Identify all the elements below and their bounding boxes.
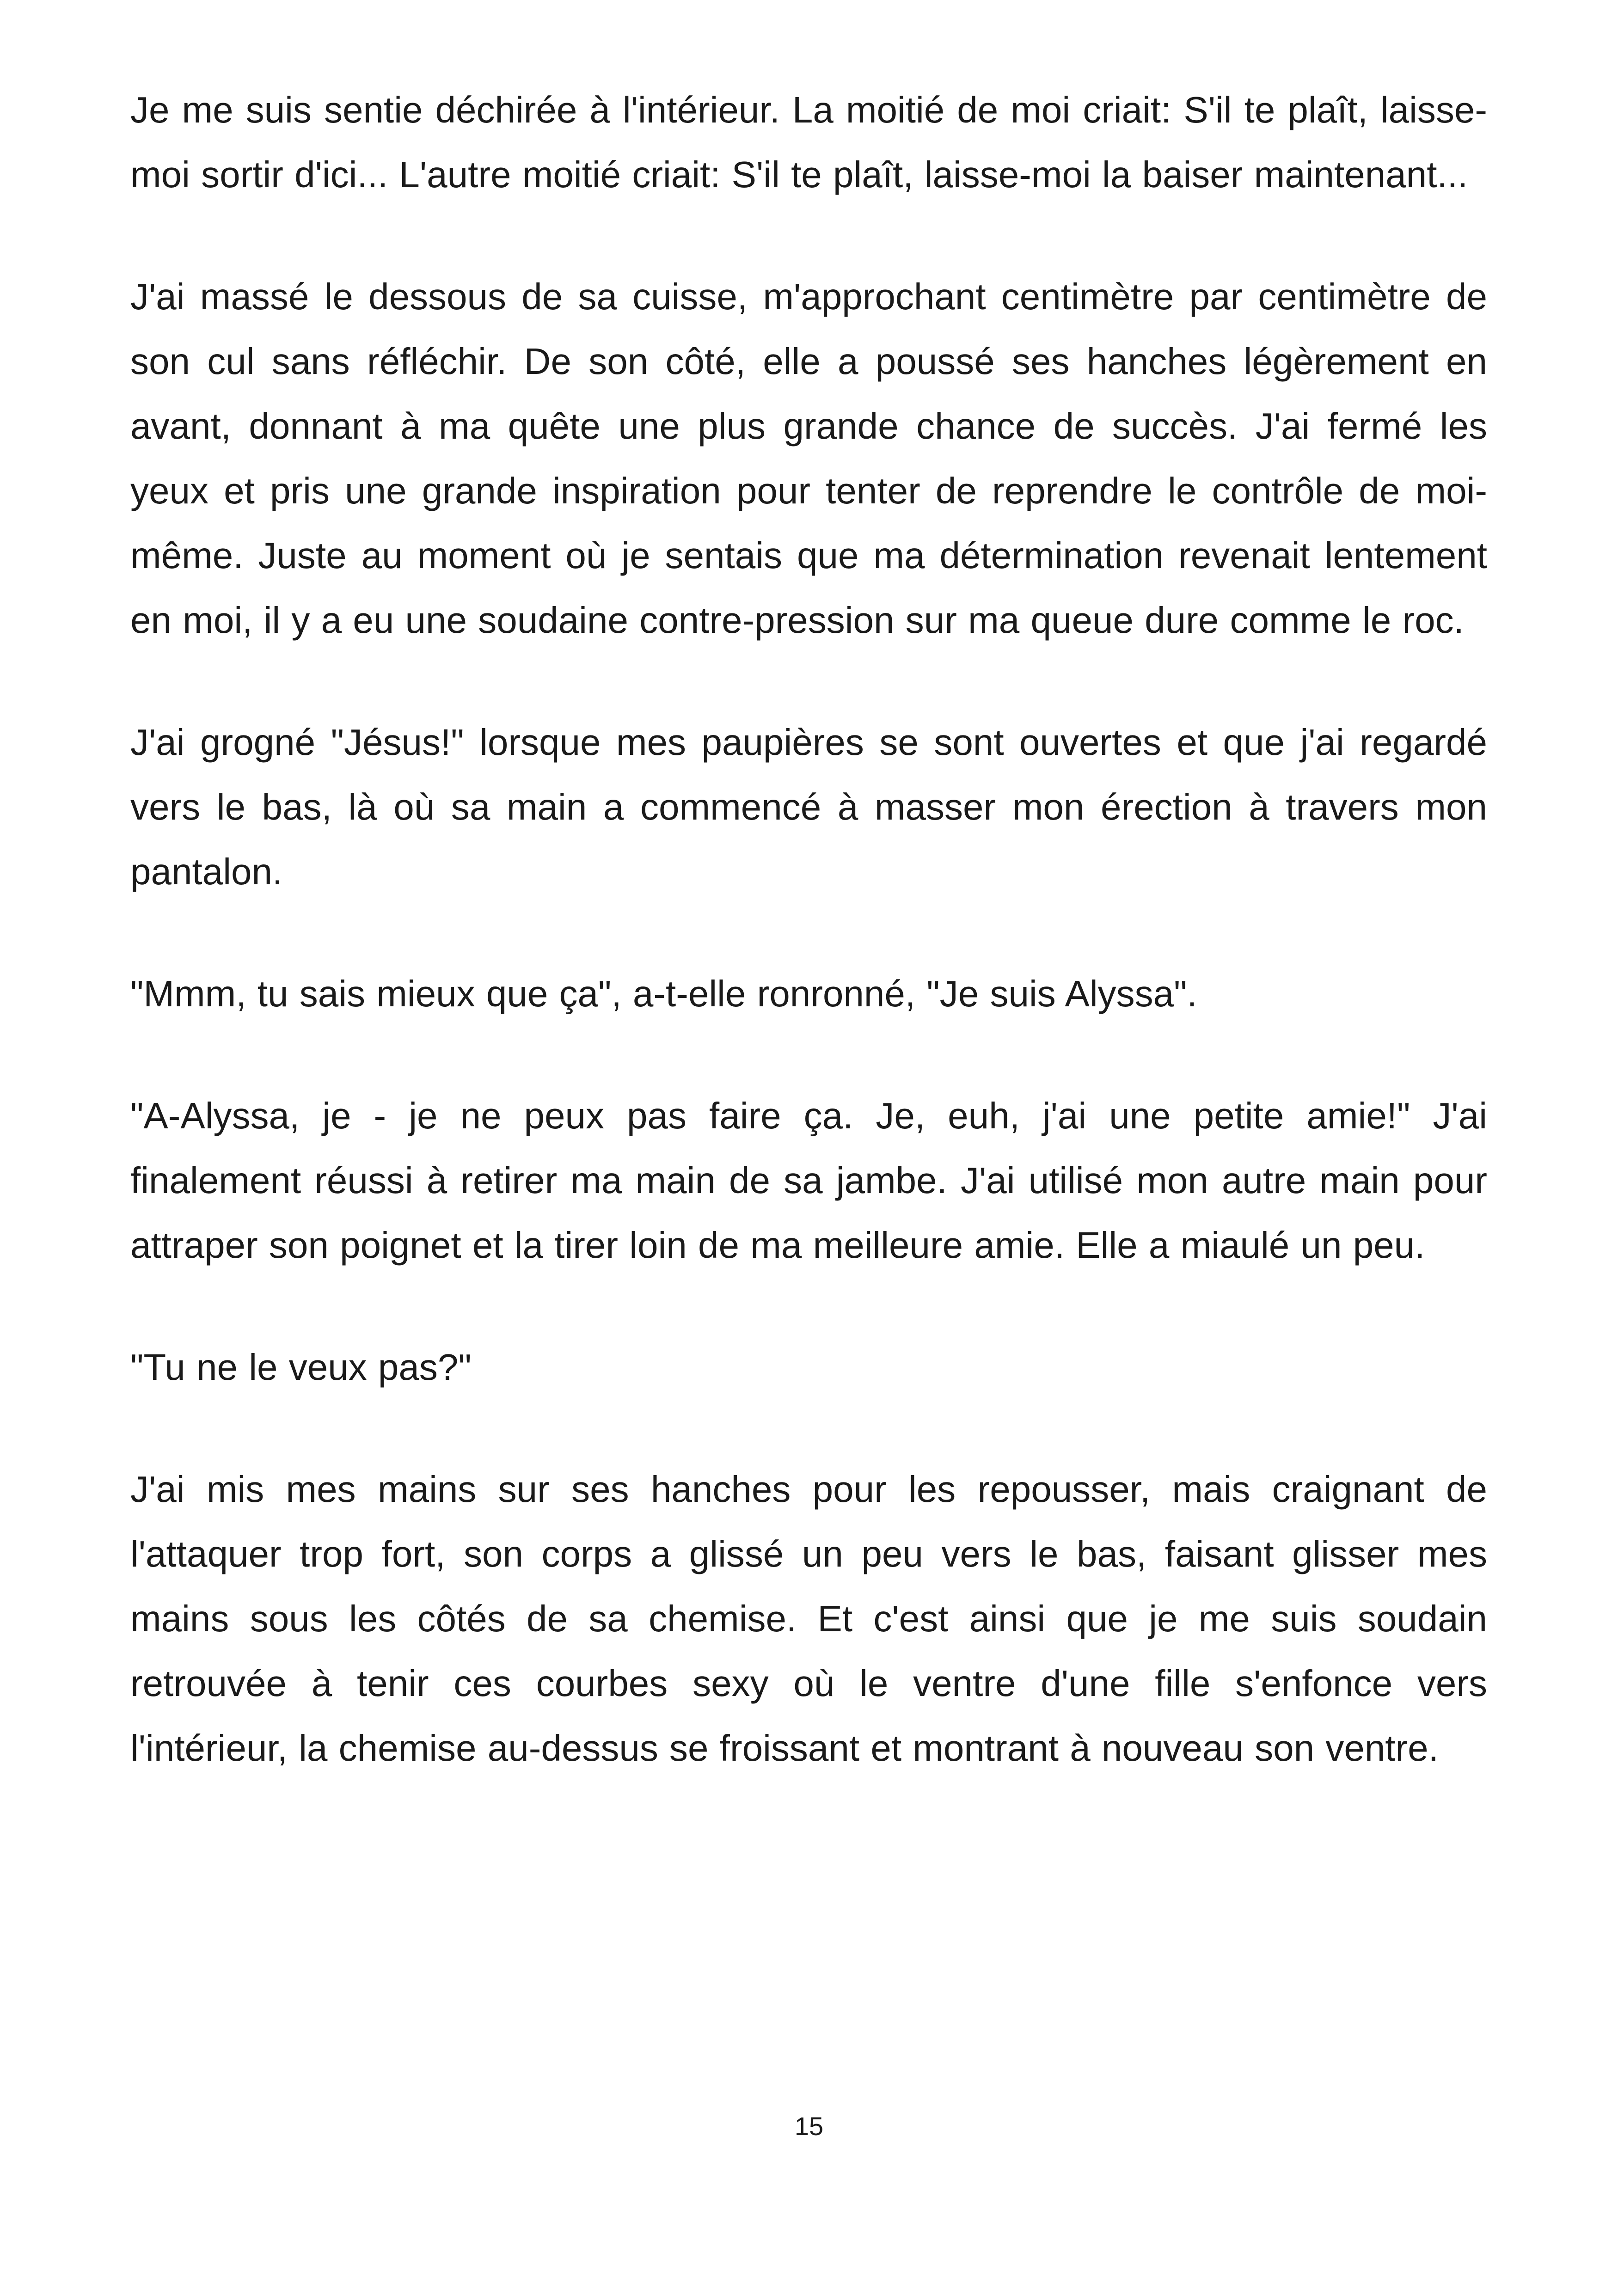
- paragraph-5: "A-Alyssa, je - je ne peux pas faire ça. Je, euh, j'ai une petite amie!" J'ai finalement réussi à retirer ma main de sa jambe. J'ai utilisé mon autre main pour attraper son poignet et la tirer loin de ma meilleure amie. Elle a miaulé un peu.: [130, 1095, 1487, 1266]
- paragraph-7: J'ai mis mes mains sur ses hanches pour les repousser, mais craignant de l'attaquer trop fort, son corps a glissé un peu vers le bas, faisant glisser mes mains sous les côtés de sa chemise. Et c'est ainsi que je me suis soudain retrouvée à tenir ces courbes sexy où le ventre d'une fille s'enfonce vers l'intérieur, la chemise au-dessus se froissant et montrant à nouveau son ventre.: [130, 1469, 1487, 1769]
- paragraph-2: J'ai massé le dessous de sa cuisse, m'approchant centimètre par centimètre de son cul sans réfléchir. De son côté, elle a poussé ses hanches légèrement en avant, donnant à ma quête une plus grande chance de succès. J'ai fermé les yeux et pris une grande inspiration pour tenter de reprendre le contrôle de moi-même. Juste au moment où je sentais que ma détermination revenait lentement en moi, il y a eu une soudaine contre-pression sur ma queue dure comme le roc.: [130, 276, 1487, 641]
- body-text: [130, 78, 1487, 1838]
- paragraph-6: "Tu ne le veux pas?": [130, 1347, 472, 1388]
- paragraph-1: Je me suis sentie déchirée à l'intérieur. La moitié de moi criait: S'il te plaît, laisse-moi sortir d'ici... L'autre moitié criait: S'il te plaît, laisse-moi la baiser maintenant...: [130, 89, 1487, 195]
- paragraph-4: "Mmm, tu sais mieux que ça", a-t-elle ronronné, "Je suis Alyssa".: [130, 973, 1197, 1014]
- paragraph-3: J'ai grogné "Jésus!" lorsque mes paupières se sont ouvertes et que j'ai regardé vers le bas, là où sa main a commencé à masser mon érection à travers mon pantalon.: [130, 722, 1487, 892]
- page-number: 15: [794, 2112, 824, 2141]
